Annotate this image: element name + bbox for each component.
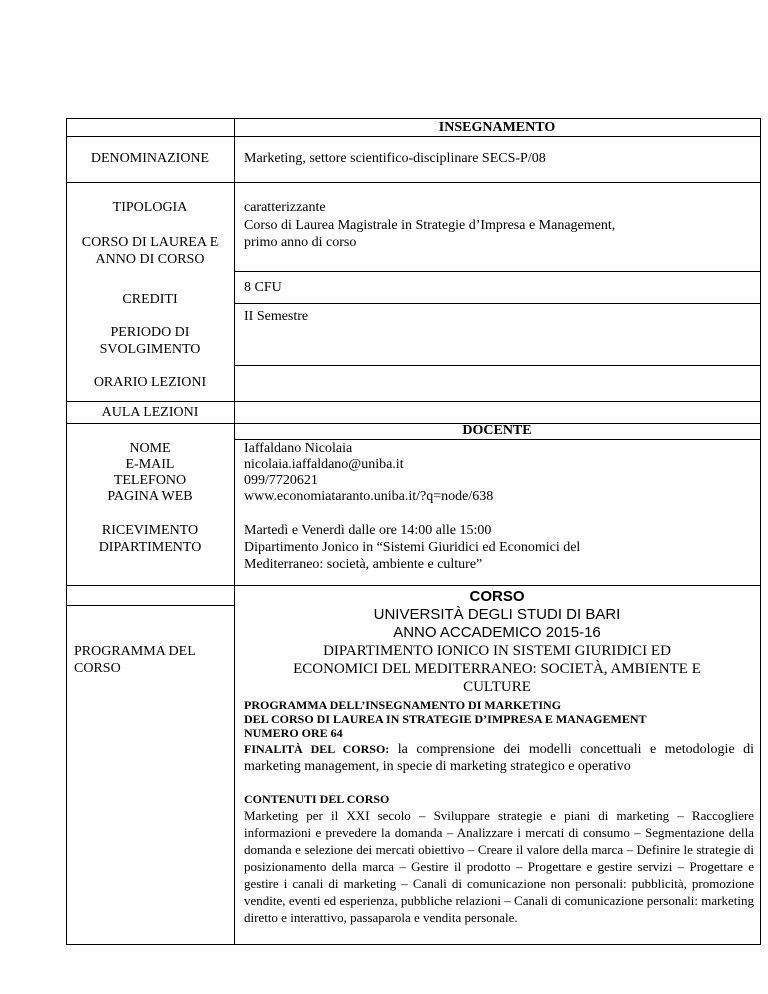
label-programma-del: PROGRAMMA DEL <box>74 644 196 659</box>
label-dipartimento: DIPARTIMENTO <box>98 540 202 555</box>
contenuti-paragraph: Marketing per il XXI secolo – Sviluppare strategie e piani di marketing – Raccogliere informazioni e prevedere la domanda – Analizzare i mercati di consumo – Segmentazione della domanda e selezione dei mercati obiettivo – Creare il valore della marca – Definire le strategie di posizionamento della marca – Gestire il prodotto – Progettare e gestire servizi – Progettare e gestire i canali di marketing – Canali di comunicazione non personali: pubblicità, promozione vendite, eventi ed esperienza, pubbliche relazioni – Canali di comunicazione personali: marketing diretto e interattivo, passaparola e vendita personale. <box>244 808 754 925</box>
label-orario-lezioni: ORARIO LEZIONI <box>93 375 207 390</box>
label-email: E-MAIL <box>125 457 175 472</box>
department-line3: CULTURE <box>463 679 531 695</box>
value-denominazione: Marketing, settore scientifico-disciplinare SECS-P/08 <box>244 151 546 166</box>
value-email: nicolaia.iaffaldano@uniba.it <box>244 457 404 472</box>
label-aula-lezioni: AULA LEZIONI <box>101 405 199 420</box>
university-name: UNIVERSITÀ DEGLI STUDI DI BARI <box>373 606 621 623</box>
value-tipologia: caratterizzante <box>244 200 326 215</box>
label-denominazione: DENOMINAZIONE <box>90 151 210 166</box>
label-tipologia: TIPOLOGIA <box>112 200 188 215</box>
label-anno-di-corso: ANNO DI CORSO <box>95 252 205 267</box>
label-ricevimento: RICEVIMENTO <box>101 523 199 538</box>
contenuti-heading: CONTENUTI DEL CORSO <box>244 792 390 806</box>
finalita-text: la comprensione dei modelli concettuali e metodologie di marketing management, in specie di marketing strategico e operativo <box>244 742 755 774</box>
label-nome: NOME <box>129 441 171 456</box>
label-periodo-di: PERIODO DI <box>110 325 190 340</box>
section-title-corso: CORSO <box>469 588 525 605</box>
department-line2: ECONOMICI DEL MEDITERRANEO: SOCIETÀ, AMBIENTE E <box>293 661 701 677</box>
section-title-docente: DOCENTE <box>462 423 532 438</box>
finalita-label: FINALITÀ DEL CORSO: <box>244 742 390 756</box>
value-dipartimento-line1: Dipartimento Jonico in “Sistemi Giuridici ed Economici del <box>244 540 581 555</box>
value-ricevimento: Martedì e Venerdì dalle ore 14:00 alle 15:00 <box>244 523 492 538</box>
label-telefono: TELEFONO <box>113 473 187 488</box>
programma-heading-line2: DEL CORSO DI LAUREA IN STRATEGIE D’IMPRESA E MANAGEMENT <box>244 712 647 726</box>
label-crediti: CREDITI <box>122 292 178 307</box>
programma-heading-line3: NUMERO ORE 64 <box>244 726 343 740</box>
value-crediti: 8 CFU <box>244 280 282 295</box>
value-corso-di-laurea: Corso di Laurea Magistrale in Strategie d’Impresa e Management, <box>244 218 616 233</box>
value-dipartimento-line2: Mediterraneo: società, ambiente e culture” <box>244 557 483 572</box>
section-title-insegnamento: INSEGNAMENTO <box>438 120 556 135</box>
label-svolgimento: SVOLGIMENTO <box>99 342 201 357</box>
value-telefono: 099/7720621 <box>244 473 318 488</box>
academic-year: ANNO ACCADEMICO 2015-16 <box>393 624 601 641</box>
value-pagina-web: www.economiataranto.uniba.it/?q=node/638 <box>244 489 494 504</box>
value-anno-di-corso: primo anno di corso <box>244 235 357 250</box>
programma-heading-line1: PROGRAMMA DELL’INSEGNAMENTO DI MARKETING <box>244 698 562 712</box>
value-periodo: II Semestre <box>244 309 309 324</box>
department-line1: DIPARTIMENTO IONICO IN SISTEMI GIURIDICI ED <box>323 643 671 659</box>
label-corso: CORSO <box>74 661 121 676</box>
value-nome: Iaffaldano Nicolaia <box>244 441 353 456</box>
label-pagina-web: PAGINA WEB <box>107 489 193 504</box>
label-corso-di-laurea: CORSO DI LAUREA E <box>81 235 219 250</box>
finalita-paragraph <box>244 741 754 775</box>
